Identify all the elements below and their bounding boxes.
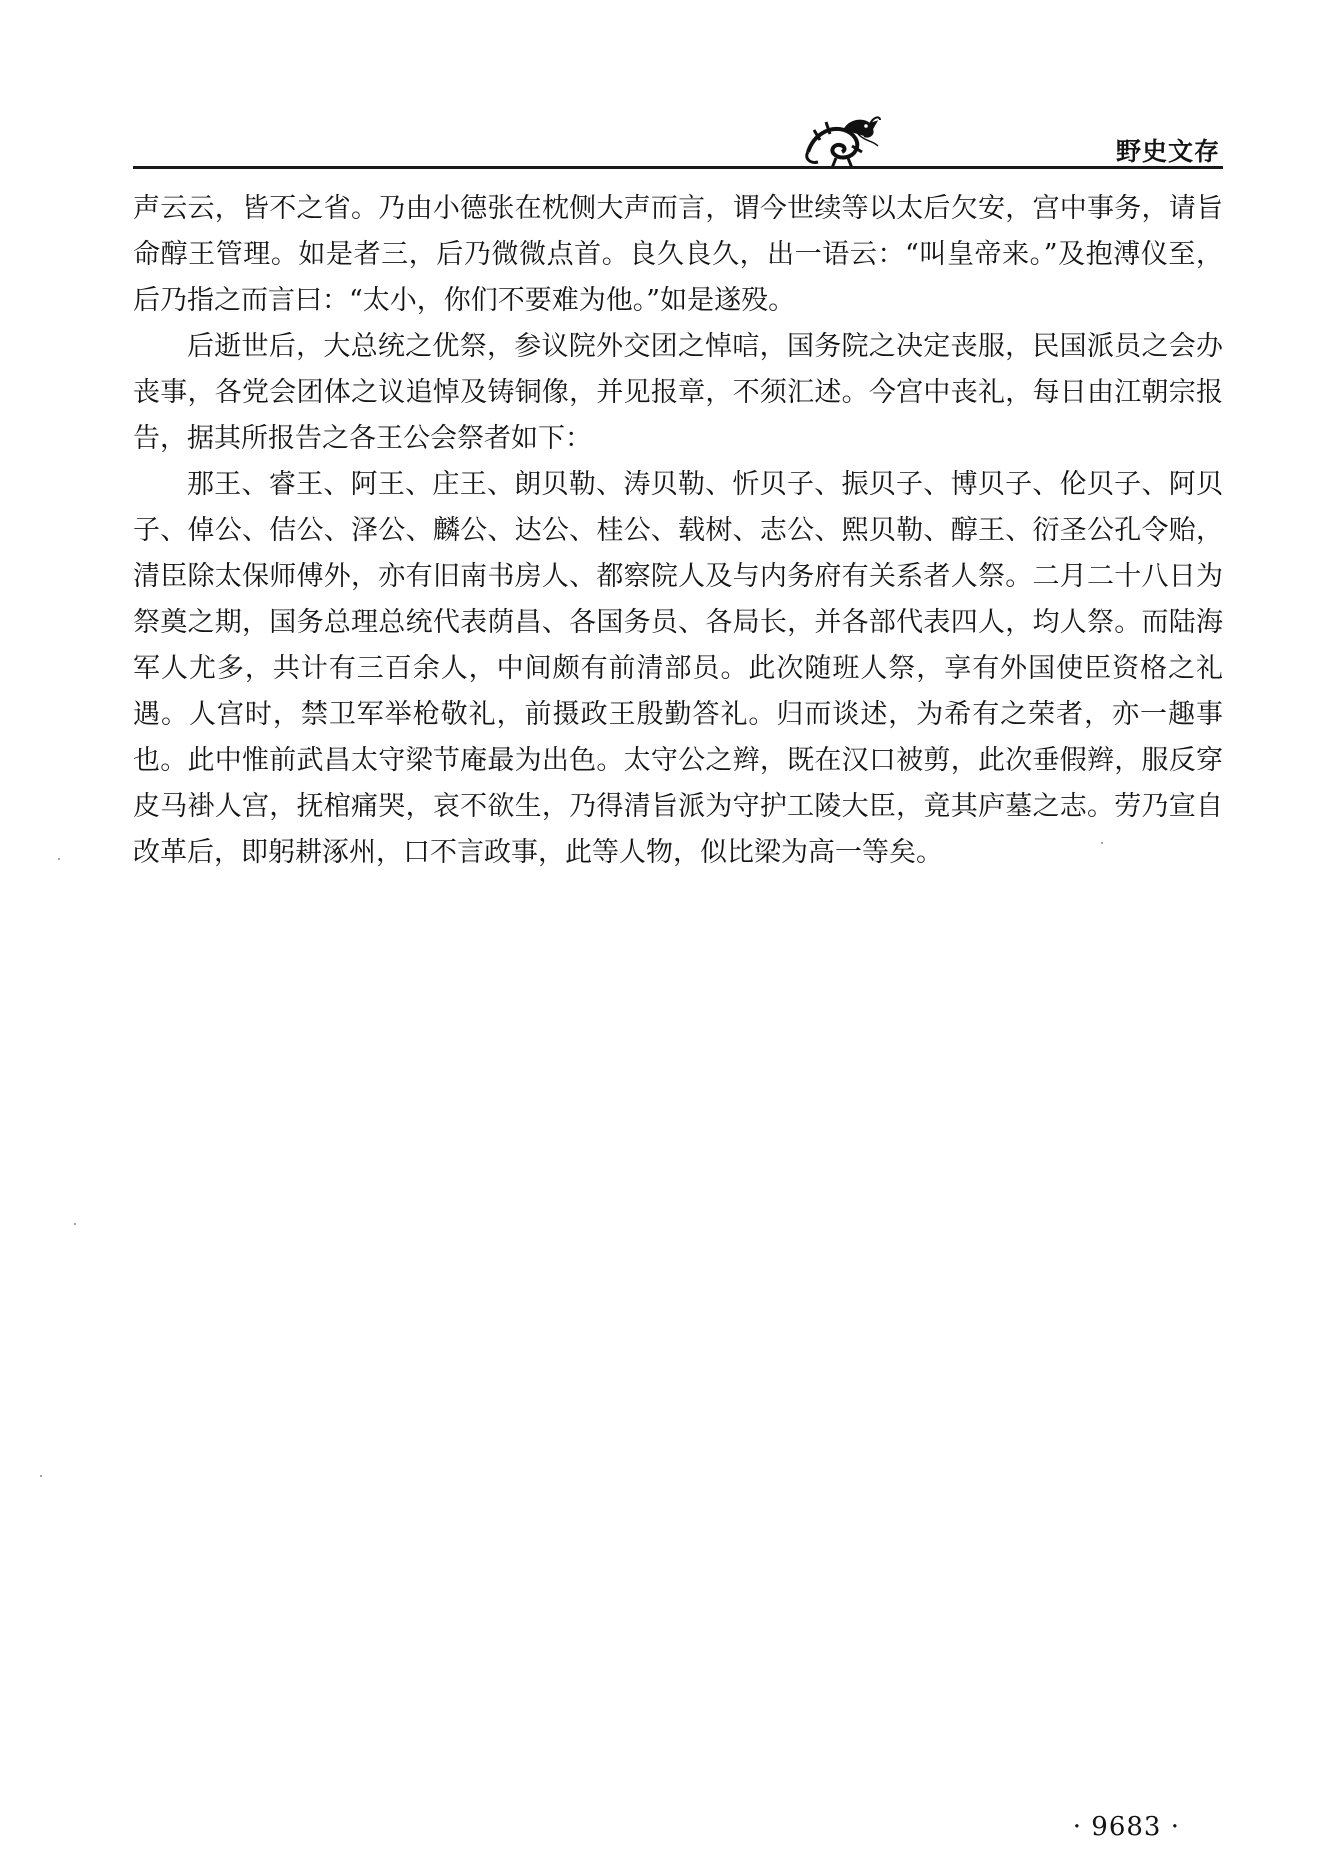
- running-header: [790, 112, 1220, 174]
- header-divider: [133, 166, 1223, 169]
- running-header-title: 野史文存: [1115, 137, 1220, 166]
- scan-speck: [1101, 842, 1103, 844]
- scan-speck: [40, 1475, 42, 1477]
- paragraph: 后逝世后，大总统之优祭，参议院外交团之悼唁，国务院之决定丧服，民国派员之会办丧事，各党会团体之议追悼及铸铜像，并见报章，不须汇述。今宫中丧礼，每日由江朝宗报告，据其所报告之各王公会祭者如下：: [133, 331, 1223, 454]
- body-text: [133, 186, 1223, 876]
- scan-speck: [58, 858, 60, 860]
- dragon-icon: [800, 112, 882, 170]
- scan-speck: [74, 1223, 76, 1225]
- page-number: · 9683 ·: [1072, 1812, 1180, 1842]
- paragraph: 那王、睿王、阿王、庄王、朗贝勒、涛贝勒、忻贝子、振贝子、博贝子、伦贝子、阿贝子、倬公、佶公、泽公、麟公、达公、桂公、载树、志公、熙贝勒、醇王、衍圣公孔令贻，清臣除太保师傅外，亦有旧南书房人、都察院人及与内务府有关系者人祭。二月二十八日为祭奠之期，国务总理总统代表荫昌、各国务员、各局长，并各部代表四人，均人祭。而陆海军人尤多，共计有三百余人，中间颇有前清部员。此次随班人祭，享有外国使臣资格之礼遇。人宫时，禁卫军举枪敬礼，前摄政王殷勤答礼。归而谈述，为希有之荣者，亦一趣事也。此中惟前武昌太守梁节庵最为出色。太守公之辫，既在汉口被剪，此次垂假辫，服反穿皮马褂人宫，抚棺痛哭，哀不欲生，乃得清旨派为守护工陵大臣，竟其庐墓之志。劳乃宣自改革后，即躬耕涿州，口不言政事，此等人物，似比梁为高一等矣。: [133, 469, 1223, 868]
- paragraph: 声云云，皆不之省。乃由小德张在枕侧大声而言，谓今世续等以太后欠安，宫中事务，请旨命醇王管理。如是者三，后乃微微点首。良久良久，出一语云：“叫皇帝来。”及抱溥仪至，后乃指之而言曰：“太小，你们不要难为他。”如是遂殁。: [133, 193, 1223, 316]
